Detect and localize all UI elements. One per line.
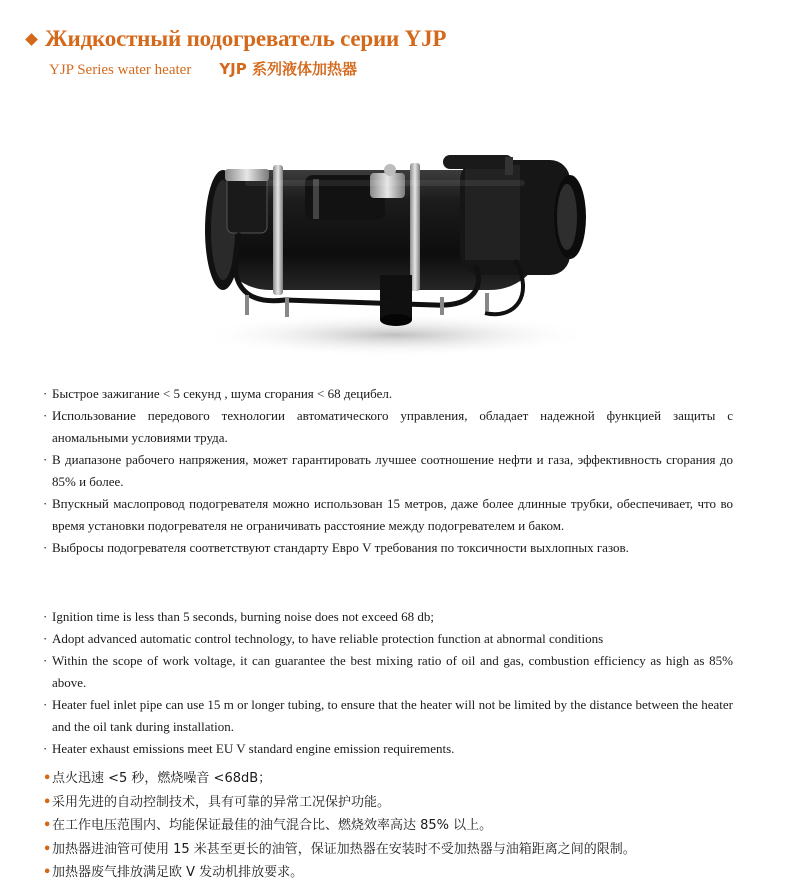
- cn-list-item: [43, 861, 733, 885]
- title-row: [22, 26, 446, 52]
- bullet-icon: •: [43, 794, 52, 810]
- cn-feature-text: 点火迅速 <5 秒，燃烧噪音 <68dB；: [52, 771, 272, 786]
- cn-feature-text: 在工作电压范围内、均能保证最佳的油气混合比、燃烧效率高达 85% 以上。: [52, 818, 493, 833]
- ru-feature-text: В диапазоне рабочего напряжения, может гарантировать лучшее соотношение нефти и газа, эффективность сгорания до 85% и более.: [52, 452, 733, 489]
- diamond-bullet-icon: [25, 33, 38, 46]
- subtitle-english: YJP Series water heater: [49, 62, 192, 78]
- ru-list-item: [43, 383, 733, 405]
- bullet-icon: ·: [43, 452, 48, 467]
- en-feature-text: Ignition time is less than 5 seconds, burning noise does not exceed 68 db;: [52, 609, 434, 624]
- bullet-icon: •: [43, 818, 52, 833]
- en-list-item: [43, 650, 733, 694]
- cn-list-item: [43, 838, 733, 862]
- en-list-item: [43, 694, 733, 738]
- heater-product-image: [185, 135, 615, 365]
- cn-list-item: [43, 767, 733, 791]
- cn-feature-text: 加热器废气排放满足欧 V 发动机排放要求。: [52, 865, 304, 880]
- bullet-icon: ·: [43, 653, 48, 668]
- en-feature-text: Heater fuel inlet pipe can use 15 m or longer tubing, to ensure that the heater will not be limited by the distance between the heater and the oil tank during installation.: [52, 697, 733, 734]
- cn-feature-text: 采用先进的自动控制技术，具有可靠的异常工况保护功能。: [52, 794, 391, 810]
- page-header: [22, 26, 446, 79]
- bullet-icon: ·: [43, 540, 48, 555]
- heater-product-icon: [185, 135, 615, 365]
- page-title: Жидкостный подогреватель серии YJP: [45, 26, 447, 51]
- ru-list-item: [43, 493, 733, 537]
- bullet-icon: •: [43, 841, 52, 857]
- bullet-icon: •: [43, 865, 52, 880]
- ru-list-item: [43, 449, 733, 493]
- features-list-russian: [43, 383, 733, 559]
- bullet-icon: ·: [43, 408, 48, 423]
- subtitle-row: [49, 58, 446, 79]
- en-feature-text: Adopt advanced automatic control technology, to have reliable protection function at abnormal conditions: [52, 631, 604, 646]
- cn-feature-text: 加热器进油管可使用 15 米甚至更长的油管，保证加热器在安装时不受加热器与油箱距离之间的限制。: [52, 841, 636, 857]
- cn-list-item: [43, 814, 733, 838]
- ru-feature-text: Выбросы подогревателя соответствуют стандарту Евро V требования по токсичности выхлопных газов.: [52, 540, 629, 555]
- cn-list-item: [43, 791, 733, 815]
- subtitle-chinese: YJP 系列液体加热器: [219, 60, 357, 78]
- bullet-icon: ·: [43, 609, 48, 624]
- en-list-item: [43, 738, 733, 760]
- ru-feature-text: Впускный маслопровод подогревателя можно использован 15 метров, даже более длинные трубки, обеспечивает, что во время установки подогревателя не ограничивать расстояние между подогревателем и баком.: [52, 496, 733, 533]
- en-list-item: [43, 628, 733, 650]
- bullet-icon: ·: [43, 496, 48, 511]
- ru-feature-text: Использование передового технологии автоматического управления, обладает надежной функцией защиты с аномальными условиями труда.: [52, 408, 733, 445]
- bullet-icon: ·: [43, 741, 48, 756]
- bullet-icon: ·: [43, 697, 48, 712]
- en-list-item: [43, 606, 733, 628]
- ru-list-item: [43, 537, 733, 559]
- en-feature-text: Heater exhaust emissions meet EU V standard engine emission requirements.: [52, 741, 455, 756]
- features-list-chinese: [43, 767, 733, 885]
- bullet-icon: ·: [43, 631, 48, 646]
- bullet-icon: ·: [43, 386, 48, 401]
- ru-list-item: [43, 405, 733, 449]
- features-list-english: [43, 606, 733, 760]
- ru-feature-text: Быстрое зажигание < 5 секунд , шума сгорания < 68 децибел.: [52, 386, 393, 401]
- en-feature-text: Within the scope of work voltage, it can guarantee the best mixing ratio of oil and gas, combustion efficiency as high as 85% above.: [52, 653, 733, 690]
- bullet-icon: •: [43, 771, 52, 786]
